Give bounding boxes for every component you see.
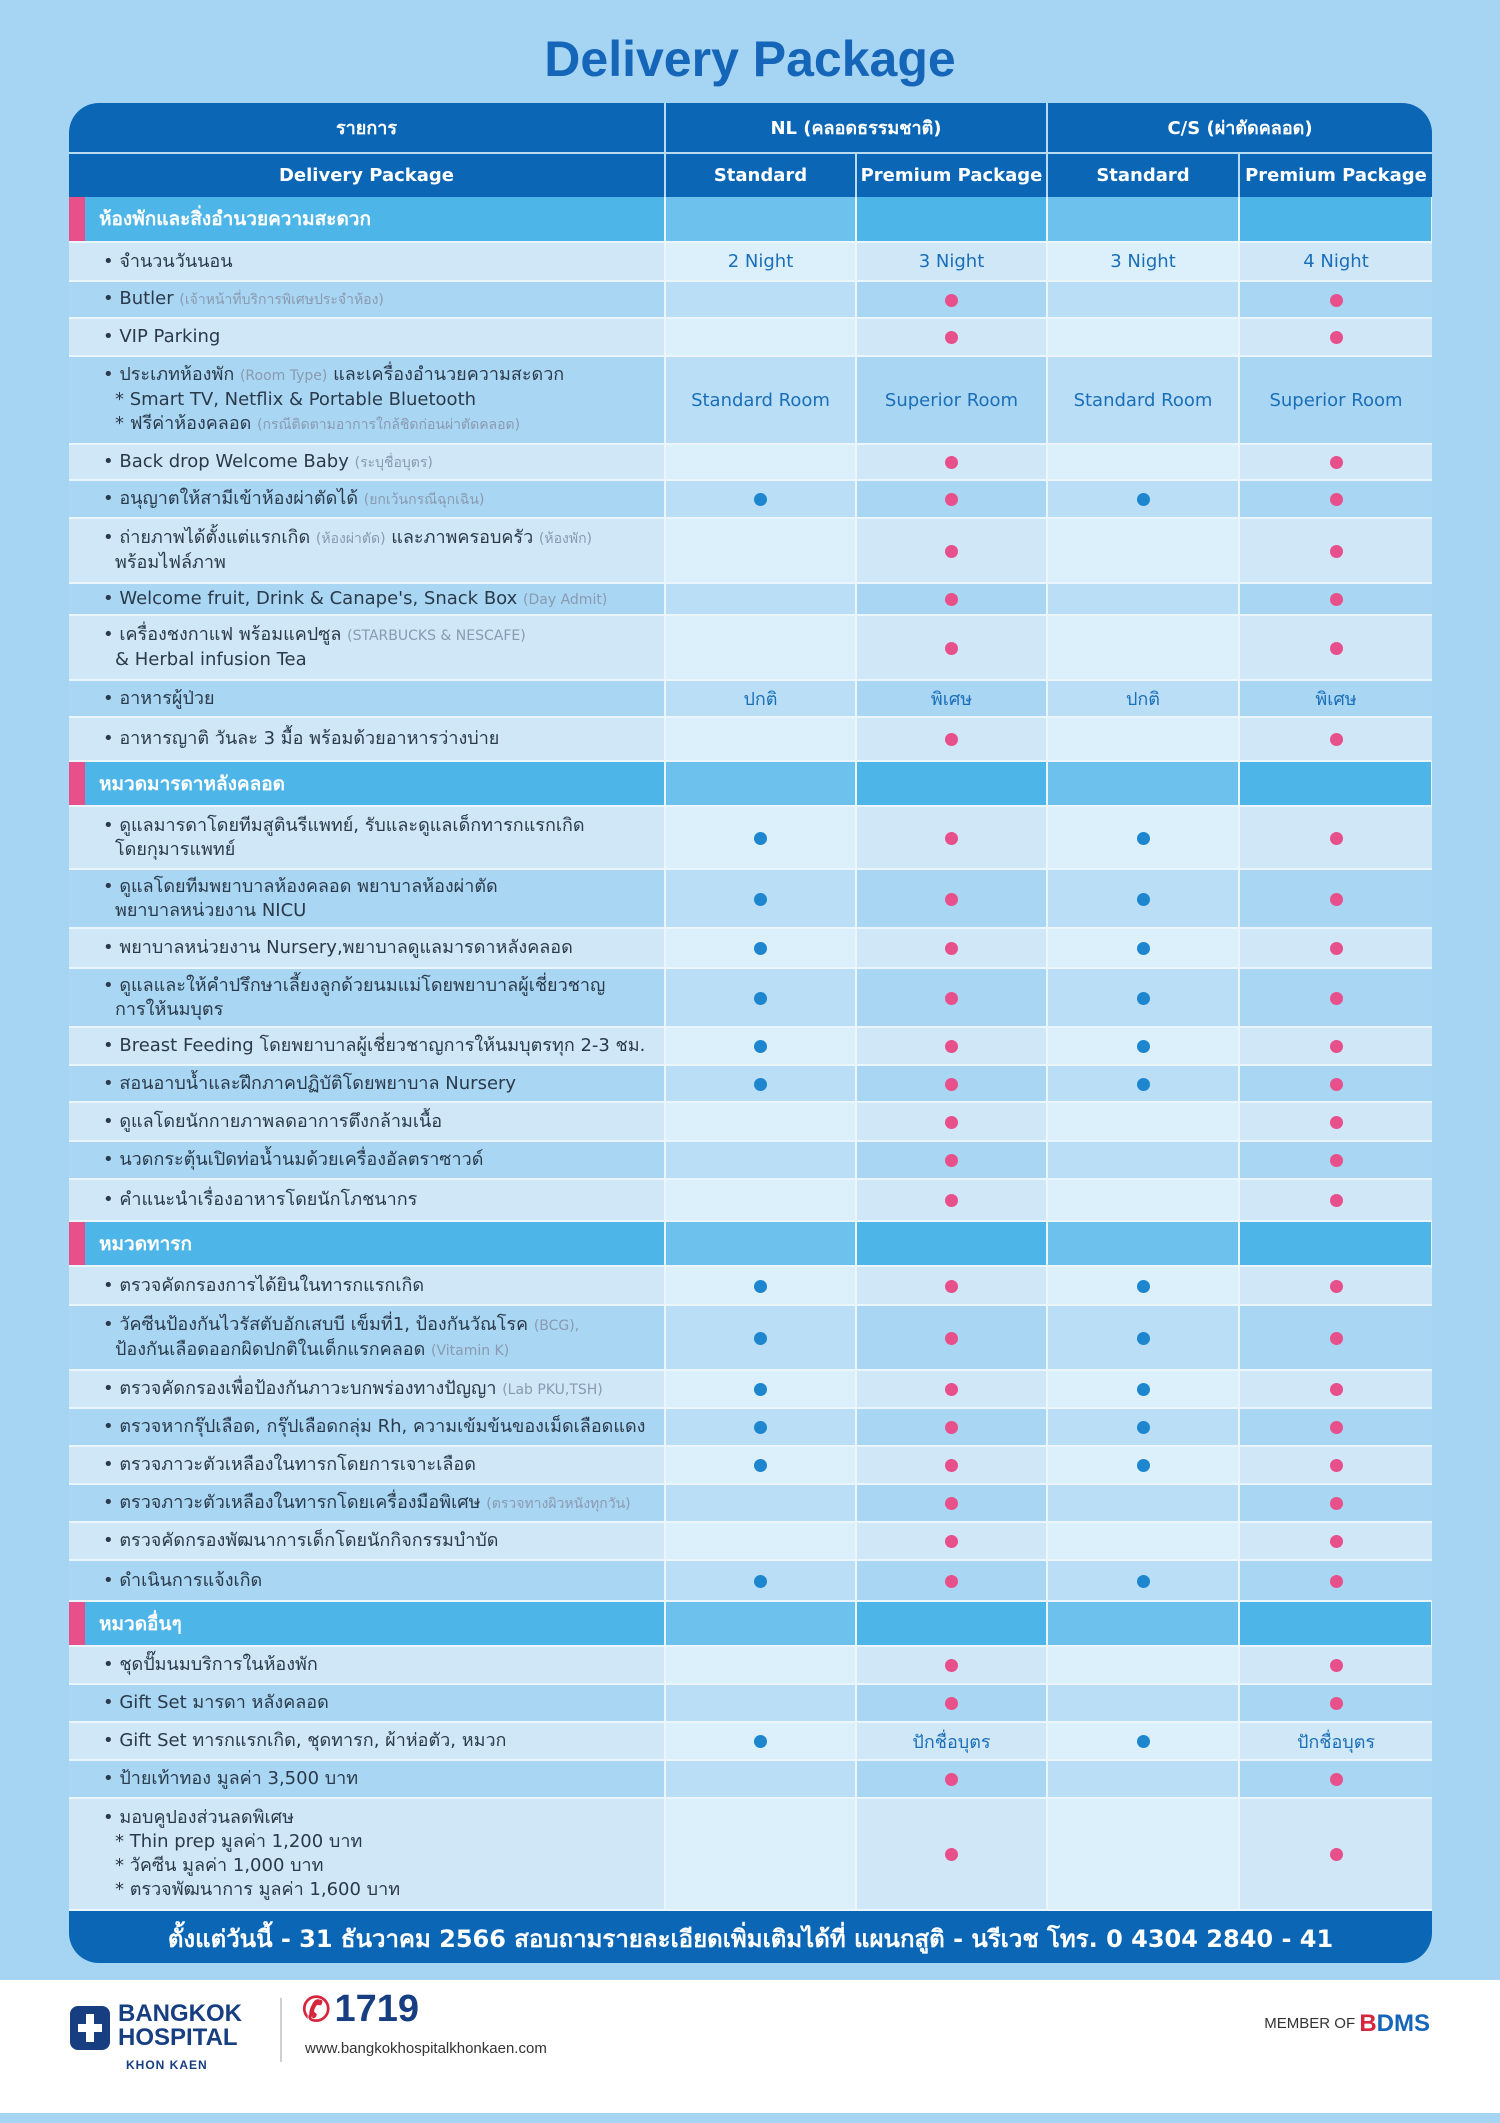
- included-dot: [1330, 456, 1343, 469]
- table-row: [69, 281, 1432, 318]
- divider: [280, 1998, 282, 2062]
- row-label: • Breast Feeding โดยพยาบาลผู้เชี่ยวชาญการให้นมบุตรทุก 2-3 ชม.: [69, 1027, 665, 1065]
- included-dot: [1137, 893, 1150, 906]
- included-dot: [1137, 1575, 1150, 1588]
- header-item: รายการ: [69, 103, 665, 153]
- row-label: • ตรวจภาวะตัวเหลืองในทารกโดยการเจาะเลือด: [69, 1446, 665, 1484]
- included-dot: [1330, 331, 1343, 344]
- table-row: [69, 1102, 1432, 1141]
- cell-value: Standard Room: [1047, 356, 1239, 444]
- row-label: • ชุดปั๊มนมบริการในห้องพัก: [69, 1646, 665, 1684]
- included-dot: [1137, 1040, 1150, 1053]
- included-dot: [945, 832, 958, 845]
- included-dot: [945, 1497, 958, 1510]
- package-table: [69, 103, 1432, 1963]
- row-label: • อาหารผู้ป่วย: [69, 680, 665, 717]
- row-label: • ประเภทห้องพัก (Room Type) และเครื่องอำนวยความสะดวก * Smart TV, Netflix & Portable Bluetooth * ฟรีค่าห้องคลอด (กรณีติดตามอาการใกล้ชิดก่อนผ่าตัดคลอด): [69, 356, 665, 444]
- included-dot: [945, 1575, 958, 1588]
- row-label: • คำแนะนำเรื่องอาหารโดยนักโภชนากร: [69, 1179, 665, 1221]
- included-dot: [945, 1421, 958, 1434]
- header-delivery-package: Delivery Package: [69, 153, 665, 197]
- footer-row: [69, 1910, 1432, 1963]
- included-dot: [945, 893, 958, 906]
- header-cs-premium: Premium Package: [1239, 153, 1432, 197]
- row-label: • วัคซีนป้องกันไวรัสตับอักเสบบี เข็มที่1, ป้องกันวัณโรค (BCG), ป้องกันเลือดออกผิดปกติในเด็กแรกคลอด (Vitamin K): [69, 1305, 665, 1370]
- included-dot: [754, 1332, 767, 1345]
- table-row: [69, 518, 1432, 583]
- included-dot: [1137, 992, 1150, 1005]
- row-label: • นวดกระตุ้นเปิดท่อน้ำนมด้วยเครื่องอัลตราซาวด์: [69, 1141, 665, 1179]
- row-label: • อนุญาตให้สามีเข้าห้องผ่าตัดได้ (ยกเว้นกรณีฉุกเฉิน): [69, 480, 665, 518]
- included-dot: [1330, 1459, 1343, 1472]
- cell-value: 3 Night: [856, 242, 1047, 281]
- included-dot: [1330, 1078, 1343, 1091]
- table-row: [69, 968, 1432, 1027]
- included-dot: [1137, 1383, 1150, 1396]
- table-row: [69, 1646, 1432, 1684]
- included-dot: [1137, 1459, 1150, 1472]
- cell-value: Superior Room: [1239, 356, 1432, 444]
- row-label: • ตรวจภาวะตัวเหลืองในทารกโดยเครื่องมือพิเศษ (ตรวจทางผิวหนังทุกวัน): [69, 1484, 665, 1522]
- table-row: [69, 1370, 1432, 1408]
- included-dot: [945, 1773, 958, 1786]
- header-cs-standard: Standard: [1047, 153, 1239, 197]
- included-dot: [945, 1659, 958, 1672]
- row-label: • พยาบาลหน่วยงาน Nursery,พยาบาลดูแลมารดาหลังคลอด: [69, 928, 665, 968]
- website-link[interactable]: www.bangkokhospitalkhonkaen.com: [305, 2040, 547, 2057]
- bdms-logo: BDMS: [1359, 2010, 1430, 2037]
- included-dot: [1330, 1154, 1343, 1167]
- included-dot: [1330, 1040, 1343, 1053]
- cell-value: ปักชื่อบุตร: [1239, 1722, 1432, 1760]
- included-dot: [945, 942, 958, 955]
- cell-value: Standard Room: [665, 356, 856, 444]
- included-dot: [754, 992, 767, 1005]
- table-row: [69, 806, 1432, 869]
- table-row: [69, 242, 1432, 281]
- included-dot: [945, 733, 958, 746]
- included-dot: [1137, 1421, 1150, 1434]
- included-dot: [945, 545, 958, 558]
- row-label: • จำนวนวันนอน: [69, 242, 665, 281]
- cell-value: พิเศษ: [1239, 680, 1432, 717]
- row-label: • ตรวจคัดกรองพัฒนาการเด็กโดยนักกิจกรรมบำบัด: [69, 1522, 665, 1560]
- row-label: • ป้ายเท้าทอง มูลค่า 3,500 บาท: [69, 1760, 665, 1798]
- included-dot: [1330, 493, 1343, 506]
- included-dot: [945, 1116, 958, 1129]
- section-other: [69, 1601, 1432, 1646]
- table-row: [69, 615, 1432, 680]
- included-dot: [945, 493, 958, 506]
- table-row: [69, 1027, 1432, 1065]
- included-dot: [945, 1332, 958, 1345]
- included-dot: [945, 992, 958, 1005]
- included-dot: [754, 493, 767, 506]
- table-row: [69, 1722, 1432, 1760]
- row-label: • ตรวจหากรุ๊ปเลือด, กรุ๊ปเลือดกลุ่ม Rh, ความเข้มข้นของเม็ดเลือดแดง: [69, 1408, 665, 1446]
- cell-value: ปักชื่อบุตร: [856, 1722, 1047, 1760]
- included-dot: [754, 832, 767, 845]
- included-dot: [945, 1280, 958, 1293]
- section-title: หมวดอื่นๆ: [69, 1601, 665, 1646]
- included-dot: [945, 642, 958, 655]
- row-label: • Gift Set มารดา หลังคลอด: [69, 1684, 665, 1722]
- included-dot: [754, 1575, 767, 1588]
- included-dot: [754, 1280, 767, 1293]
- table-row: [69, 1684, 1432, 1722]
- included-dot: [1330, 1848, 1343, 1861]
- included-dot: [754, 893, 767, 906]
- included-dot: [1330, 1280, 1343, 1293]
- row-label: • Welcome fruit, Drink & Canape's, Snack Box (Day Admit): [69, 583, 665, 615]
- table-row: [69, 1484, 1432, 1522]
- section-mother: [69, 761, 1432, 806]
- table-header-row-2: [69, 153, 1432, 197]
- table-row: [69, 1560, 1432, 1601]
- cell-value: Superior Room: [856, 356, 1047, 444]
- row-label: • Butler (เจ้าหน้าที่บริการพิเศษประจำห้อง): [69, 281, 665, 318]
- table-row: [69, 356, 1432, 444]
- row-label: • Back drop Welcome Baby (ระบุชื่อบุตร): [69, 444, 665, 480]
- included-dot: [945, 1383, 958, 1396]
- included-dot: [1137, 1280, 1150, 1293]
- included-dot: [1330, 1383, 1343, 1396]
- included-dot: [1330, 1497, 1343, 1510]
- included-dot: [1330, 1697, 1343, 1710]
- included-dot: [754, 1078, 767, 1091]
- section-title: หมวดทารก: [69, 1221, 665, 1266]
- table-row: [69, 680, 1432, 717]
- included-dot: [1330, 1332, 1343, 1345]
- row-label: • VIP Parking: [69, 318, 665, 356]
- included-dot: [754, 1040, 767, 1053]
- header-nl: NL (คลอดธรรมชาติ): [665, 103, 1047, 153]
- included-dot: [754, 1459, 767, 1472]
- included-dot: [1330, 733, 1343, 746]
- row-label: • ดูแลโดยนักกายภาพลดอาการตึงกล้ามเนื้อ: [69, 1102, 665, 1141]
- included-dot: [754, 942, 767, 955]
- table-row: [69, 480, 1432, 518]
- included-dot: [754, 1735, 767, 1748]
- header-cs: C/S (ผ่าตัดคลอด): [1047, 103, 1432, 153]
- included-dot: [1330, 1773, 1343, 1786]
- included-dot: [945, 1459, 958, 1472]
- cell-value: พิเศษ: [856, 680, 1047, 717]
- row-label: • ดำเนินการแจ้งเกิด: [69, 1560, 665, 1601]
- table-row: [69, 1266, 1432, 1305]
- included-dot: [1330, 642, 1343, 655]
- row-label: • สอนอาบน้ำและฝึกภาคปฏิบัติโดยพยาบาล Nursery: [69, 1065, 665, 1102]
- cell-value: 3 Night: [1047, 242, 1239, 281]
- phone-icon: ✆: [302, 1991, 331, 2029]
- included-dot: [1330, 545, 1343, 558]
- cell-value: ปกติ: [665, 680, 856, 717]
- table-row: [69, 869, 1432, 928]
- table-row: [69, 1408, 1432, 1446]
- cell-value: 2 Night: [665, 242, 856, 281]
- table-row: [69, 1305, 1432, 1370]
- included-dot: [1330, 942, 1343, 955]
- table-row: [69, 1522, 1432, 1560]
- included-dot: [1330, 1421, 1343, 1434]
- included-dot: [945, 593, 958, 606]
- footer-note: ตั้งแต่วันนี้ - 31 ธันวาคม 2566 สอบถามรายละเอียดเพิ่มเติมได้ที่ แผนกสูติ - นรีเวช โทร. 0 4304 2840 - 41: [69, 1910, 1432, 1963]
- page-title: Delivery Package: [544, 31, 956, 87]
- included-dot: [1137, 1735, 1150, 1748]
- included-dot: [945, 456, 958, 469]
- table-row: [69, 928, 1432, 968]
- included-dot: [945, 1848, 958, 1861]
- row-label: • ดูแลมารดาโดยทีมสูตินรีแพทย์, รับและดูแลเด็กทารกแรกเกิด โดยกุมารแพทย์: [69, 806, 665, 869]
- included-dot: [1330, 832, 1343, 845]
- table-row: [69, 583, 1432, 615]
- row-label: • ตรวจคัดกรองเพื่อป้องกันภาวะบกพร่องทางปัญญา (Lab PKU,TSH): [69, 1370, 665, 1408]
- row-label: • ตรวจคัดกรองการได้ยินในทารกแรกเกิด: [69, 1266, 665, 1305]
- table-row: [69, 318, 1432, 356]
- row-label: • เครื่องชงกาแฟ พร้อมแคปซูล (STARBUCKS & NESCAFE) & Herbal infusion Tea: [69, 615, 665, 680]
- brand-footer: [0, 1980, 1500, 2113]
- included-dot: [1137, 1332, 1150, 1345]
- included-dot: [1330, 1194, 1343, 1207]
- included-dot: [945, 1040, 958, 1053]
- included-dot: [945, 1194, 958, 1207]
- included-dot: [1330, 992, 1343, 1005]
- included-dot: [1330, 593, 1343, 606]
- included-dot: [1330, 1659, 1343, 1672]
- included-dot: [945, 1154, 958, 1167]
- table-row: [69, 444, 1432, 480]
- included-dot: [945, 294, 958, 307]
- hotline[interactable]: ✆ 1719: [302, 1988, 420, 2030]
- included-dot: [945, 1697, 958, 1710]
- included-dot: [1330, 1575, 1343, 1588]
- included-dot: [1330, 294, 1343, 307]
- hospital-logo: BANGKOK HOSPITAL KHON KAEN: [70, 2000, 260, 2070]
- cross-icon: [70, 2006, 110, 2050]
- row-label: • อาหารญาติ วันละ 3 มื้อ พร้อมด้วยอาหารว่างบ่าย: [69, 717, 665, 761]
- row-label: • ถ่ายภาพได้ตั้งแต่แรกเกิด (ห้องผ่าตัด) และภาพครอบครัว (ห้องพัก) พร้อมไฟล์ภาพ: [69, 518, 665, 583]
- row-label: • มอบคูปองส่วนลดพิเศษ * Thin prep มูลค่า 1,200 บาท * วัคซีน มูลค่า 1,000 บาท * ตรวจพัฒนาการ มูลค่า 1,600 บาท: [69, 1798, 665, 1910]
- included-dot: [754, 1383, 767, 1396]
- table-header-row-1: [69, 103, 1432, 153]
- included-dot: [1330, 1535, 1343, 1548]
- included-dot: [1137, 493, 1150, 506]
- included-dot: [945, 1535, 958, 1548]
- table-row: [69, 717, 1432, 761]
- member-of-bdms: MEMBER OF BDMS: [1264, 2010, 1430, 2037]
- table-row: [69, 1798, 1432, 1910]
- included-dot: [945, 1078, 958, 1091]
- included-dot: [1137, 942, 1150, 955]
- included-dot: [754, 1421, 767, 1434]
- cell-value: ปกติ: [1047, 680, 1239, 717]
- included-dot: [1330, 893, 1343, 906]
- row-label: • ดูแลโดยทีมพยาบาลห้องคลอด พยาบาลห้องผ่าตัด พยาบาลหน่วยงาน NICU: [69, 869, 665, 928]
- row-label: • ดูแลและให้คำปรึกษาเลี้ยงลูกด้วยนมแม่โดยพยาบาลผู้เชี่ยวชาญ การให้นมบุตร: [69, 968, 665, 1027]
- table-row: [69, 1141, 1432, 1179]
- header-nl-premium: Premium Package: [856, 153, 1047, 197]
- table-row: [69, 1179, 1432, 1221]
- table-row: [69, 1065, 1432, 1102]
- included-dot: [1137, 1078, 1150, 1091]
- included-dot: [1137, 832, 1150, 845]
- section-title: ห้องพักและสิ่งอำนวยความสะดวก: [69, 197, 665, 242]
- section-room: [69, 197, 1432, 242]
- table-row: [69, 1760, 1432, 1798]
- header-nl-standard: Standard: [665, 153, 856, 197]
- section-title: หมวดมารดาหลังคลอด: [69, 761, 665, 806]
- row-label: • Gift Set ทารกแรกเกิด, ชุดทารก, ผ้าห่อตัว, หมวก: [69, 1722, 665, 1760]
- table-row: [69, 1446, 1432, 1484]
- section-baby: [69, 1221, 1432, 1266]
- included-dot: [945, 331, 958, 344]
- included-dot: [1330, 1116, 1343, 1129]
- cell-value: 4 Night: [1239, 242, 1432, 281]
